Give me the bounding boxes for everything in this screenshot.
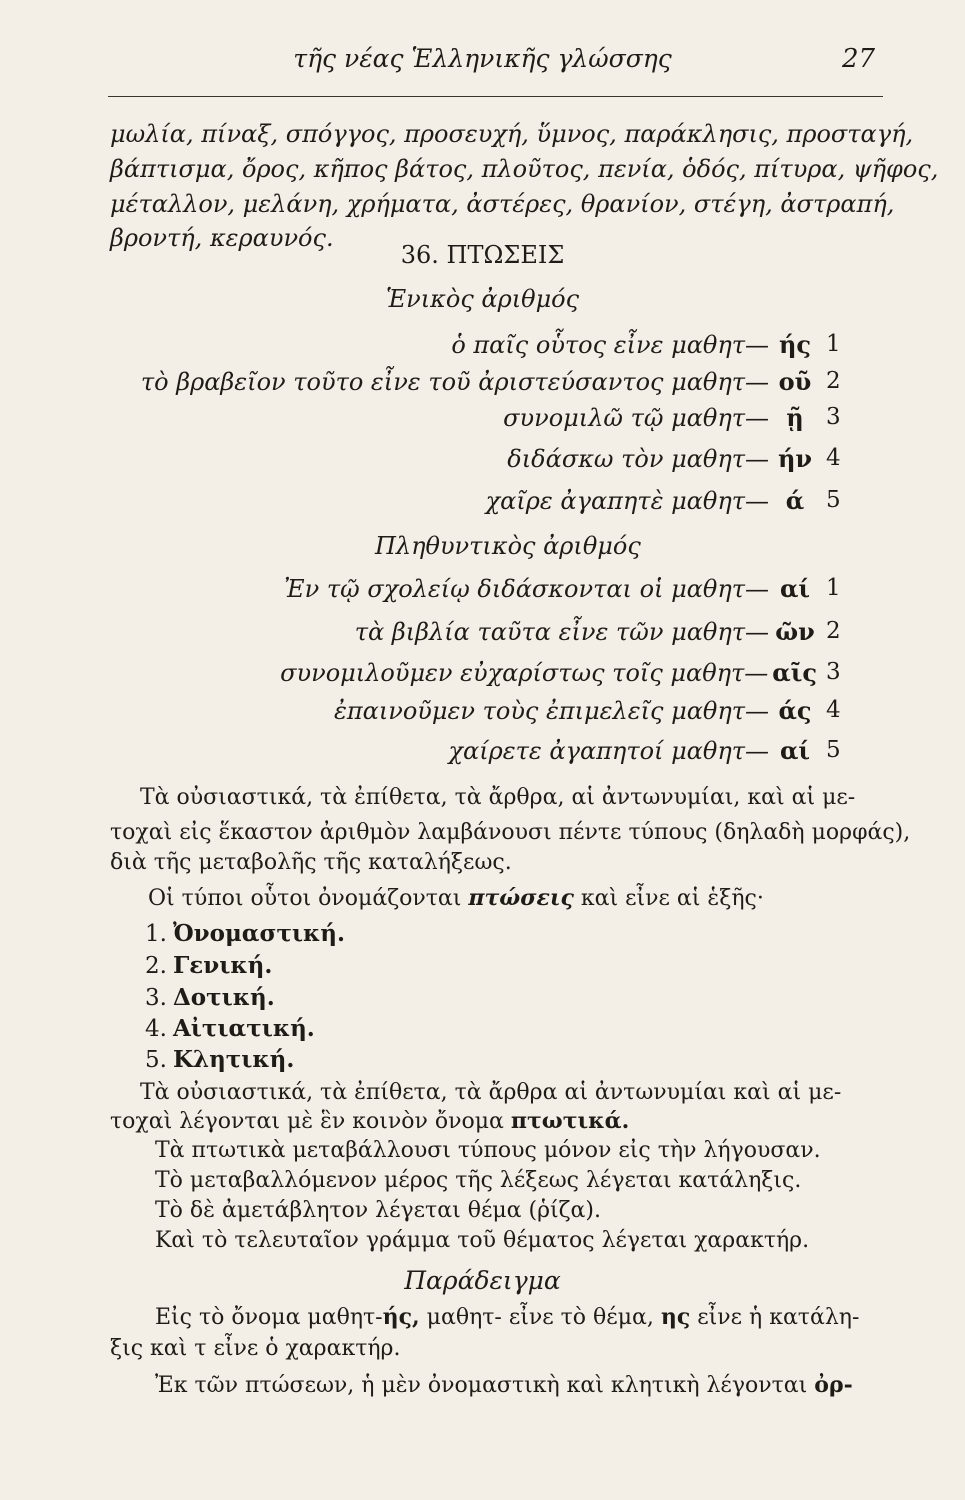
example-text: μαθητ- εἶνε τὸ θέμα,: [426, 1305, 654, 1330]
case-number: 3.: [145, 985, 167, 1011]
row-text: ὁ παῖς οὗτος εἶνε μαθητ—: [451, 331, 769, 359]
case-number: 5.: [145, 1047, 167, 1073]
case-item-3: [145, 984, 275, 1011]
row-text: συνομιλῶ τῷ μαθητ—: [503, 404, 769, 432]
case-name: Δοτική.: [172, 984, 275, 1011]
paragraph-1-line-3: διὰ τῆς μεταβολῆς τῆς καταλήξεως.: [110, 850, 512, 875]
word-line-1: μωλία, πίναξ, σπόγγος, προσευχή, ὕμνος, παράκλησις, προσταγή,: [110, 120, 914, 148]
row-text: Ἐν τῷ σχολείῳ διδάσκονται οἱ μαθητ—: [284, 575, 769, 603]
para2-text: καὶ εἶνε αἱ ἑξῆς·: [580, 886, 764, 911]
example-line-2: ξις καὶ τ εἶνε ὁ χαρακτήρ.: [110, 1336, 401, 1361]
case-name: Γενική.: [172, 952, 273, 979]
header-rule: [108, 96, 883, 97]
case-ending: αῖς: [772, 658, 817, 687]
word-line-4: βροντή, κεραυνός.: [110, 224, 334, 252]
row-number: 1: [826, 331, 841, 357]
row-number: 5: [826, 737, 841, 763]
case-name: Ὀνομαστική.: [172, 920, 346, 947]
case-number: 4.: [145, 1016, 167, 1042]
term-ptotika: πτωτικά.: [510, 1108, 630, 1134]
para3-text: τοχαὶ λέγονται μὲ ἓν κοινὸν ὄνομα: [110, 1109, 504, 1134]
plural-heading: Πληθυντικὸς ἀριθμός: [375, 532, 641, 560]
case-ending: ῶν: [775, 617, 815, 646]
row-text: χαῖρε ἀγαπητὲ μαθητ—: [485, 487, 769, 515]
example-line-3: [155, 1372, 853, 1398]
word-line-3: μέταλλον, μελάνη, χρήματα, ἀστέρες, θρανίον, στέγη, ἀστραπή,: [110, 190, 895, 218]
row-text: συνομιλοῦμεν εὐχαρίστως τοῖς μαθητ—: [280, 659, 769, 687]
definition-line-1: Τὰ πτωτικὰ μεταβάλλουσι τύπους μόνον εἰς τὴν λήγουσαν.: [155, 1138, 821, 1163]
row-text: ἐπαινοῦμεν τοὺς ἐπιμελεῖς μαθητ—: [334, 697, 769, 725]
example-heading: Παράδειγμα: [404, 1266, 561, 1295]
singular-heading: Ἑνικὸς ἀριθμός: [385, 285, 580, 313]
row-text: διδάσκω τὸν μαθητ—: [507, 445, 769, 473]
case-name: Κλητική.: [172, 1046, 295, 1073]
case-number: 2.: [145, 953, 167, 979]
paragraph-3-line-1: Τὰ οὐσιαστικά, τὰ ἐπίθετα, τὰ ἄρθρα αἱ ἀντωνυμίαι καὶ αἱ με-: [140, 1080, 842, 1105]
case-ending: ήν: [777, 444, 813, 473]
plural-row-5: [448, 736, 817, 765]
ending-es-bold: ης: [660, 1304, 691, 1330]
row-number: 3: [826, 404, 841, 430]
section-title: ΠΤΩΣΕΙΣ: [446, 241, 565, 269]
row-number: 2: [826, 618, 841, 644]
case-ending: ῇ: [786, 403, 804, 432]
paragraph-1-line-2: τοχαὶ εἰς ἕκαστον ἀριθμὸν λαμβάνουσι πέντε τύπους (δηλαδὴ μορφάς),: [110, 820, 911, 845]
definition-line-4: Καὶ τὸ τελευταῖον γράμμα τοῦ θέματος λέγεται χαρακτήρ.: [155, 1228, 810, 1253]
case-ending: αί: [779, 574, 811, 603]
word-line-2: βάπτισμα, ὄρος, κῆπος βάτος, πλοῦτος, πενία, ὁδός, πίτυρα, ψῆφος,: [110, 155, 939, 183]
para2-text: Οἱ τύποι οὗτοι ὀνομάζονται: [148, 886, 462, 911]
case-item-5: [145, 1046, 294, 1073]
example-text: Ἐκ τῶν πτώσεων, ἡ μὲν ὀνομαστικὴ καὶ κλητικὴ λέγονται: [155, 1373, 808, 1398]
row-text: τὰ βιβλία ταῦτα εἶνε τῶν μαθητ—: [354, 618, 769, 646]
case-name: Αἰτιατική.: [172, 1015, 315, 1042]
plural-row-3: [280, 658, 817, 687]
case-item-4: [145, 1015, 315, 1042]
term-ptoseis: πτώσεις: [468, 885, 574, 911]
paragraph-3-line-2: [110, 1108, 629, 1134]
paragraph-1-line-1: Τὰ οὐσιαστικά, τὰ ἐπίθετα, τὰ ἄρθρα, αἱ ἀντωνυμίαι, καὶ αἱ με-: [140, 785, 856, 810]
row-number: 4: [826, 445, 841, 471]
plural-row-2: [355, 617, 817, 646]
case-ending: ά: [785, 486, 805, 515]
singular-row-4: [507, 444, 817, 473]
paragraph-2: [148, 885, 764, 911]
case-ending: άς: [778, 696, 812, 725]
case-item-2: [145, 952, 272, 979]
case-ending: οῦ: [778, 367, 812, 396]
page-number: 27: [842, 44, 876, 74]
definition-line-2: Τὸ μεταβαλλόμενον μέρος τῆς λέξεως λέγεται κατάληξις.: [155, 1168, 802, 1193]
case-ending: αί: [779, 736, 811, 765]
example-text: Εἰς τὸ ὄνομα μαθητ-: [155, 1305, 383, 1330]
row-text: τὸ βραβεῖον τοῦτο εἶνε τοῦ ἀριστεύσαντος μαθητ—: [140, 368, 769, 396]
row-text: χαίρετε ἀγαπητοί μαθητ—: [448, 737, 769, 765]
section-number: 36.: [400, 241, 439, 269]
continued-word: ὀρ-: [814, 1372, 853, 1398]
section-heading: [0, 241, 965, 269]
ending-es: ής,: [382, 1304, 420, 1330]
plural-row-1: [284, 574, 817, 603]
singular-row-3: [503, 403, 817, 432]
plural-row-4: [334, 696, 817, 725]
definition-line-3: Τὸ δὲ ἀμετάβλητον λέγεται θέμα (ῥίζα).: [155, 1198, 601, 1223]
case-number: 1.: [145, 921, 167, 947]
case-item-1: [145, 920, 345, 947]
singular-row-5: [486, 486, 817, 515]
row-number: 1: [826, 575, 841, 601]
singular-row-2: [141, 367, 817, 396]
row-number: 5: [826, 487, 841, 513]
singular-row-1: [451, 330, 817, 359]
case-ending: ής: [778, 330, 812, 359]
row-number: 4: [826, 697, 841, 723]
example-line-1: [155, 1304, 859, 1330]
row-number: 2: [826, 368, 841, 394]
row-number: 3: [826, 659, 841, 685]
running-header: τῆς νέας Ἑλληνικῆς γλώσσης: [293, 44, 672, 73]
example-text: εἶνε ἡ κατάλη-: [697, 1305, 860, 1330]
